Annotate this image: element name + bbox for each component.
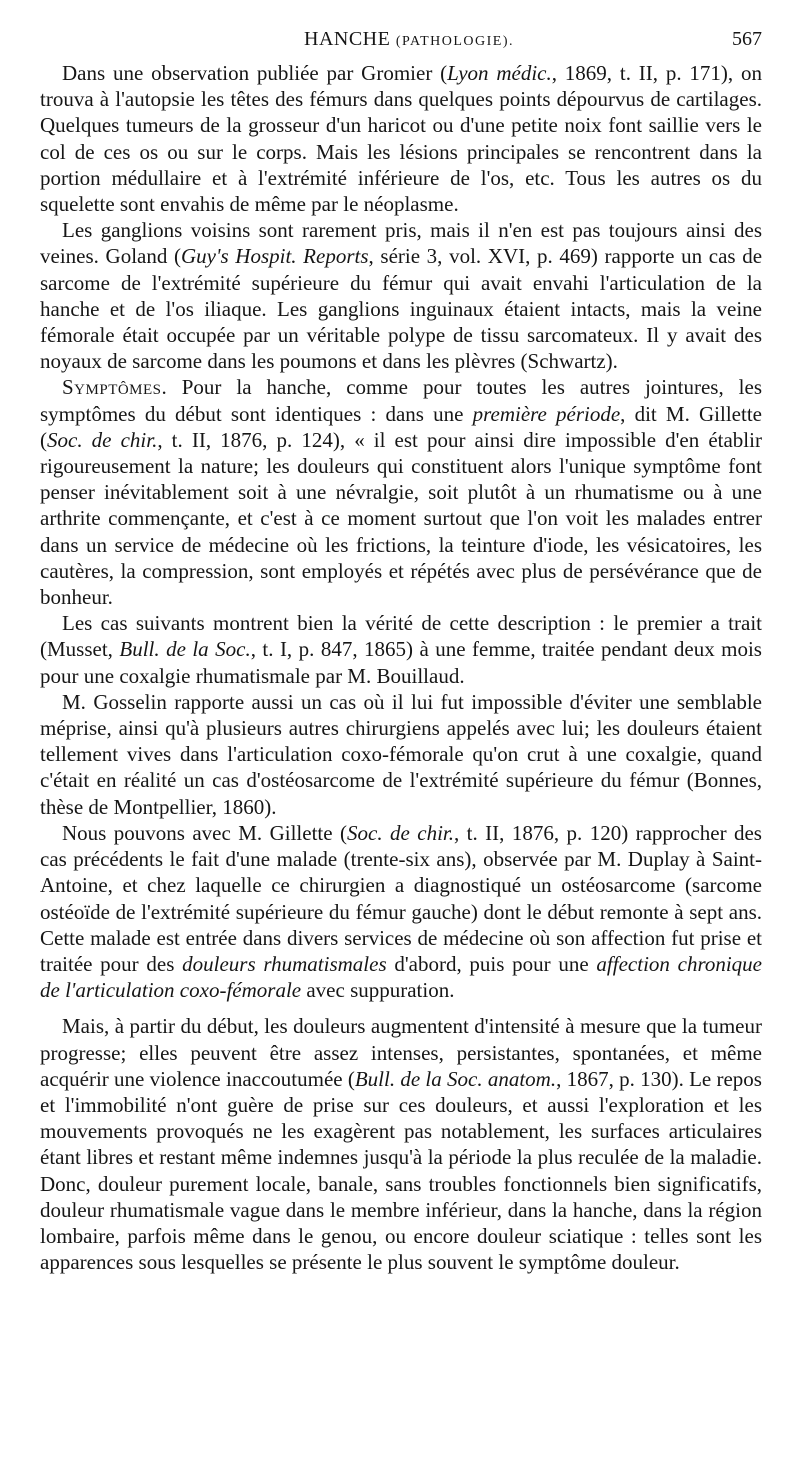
citation-journal: Lyon médic. xyxy=(447,61,552,85)
text-run: avec suppuration. xyxy=(301,978,455,1003)
paragraph-3 xyxy=(40,374,762,610)
text-run: Les ganglions voisins sont rarement pris, mais il n'en est pas toujours ainsi des veines. Goland ( xyxy=(40,218,762,269)
page-number: 567 xyxy=(732,28,762,50)
text-run: d'abord, puis pour une xyxy=(386,951,597,976)
paragraph-7 xyxy=(40,1013,762,1275)
text-run: Dans une observation publiée par Gromier ( xyxy=(62,61,448,85)
running-title-sub: (PATHOLOGIE). xyxy=(395,34,514,49)
paragraph-4 xyxy=(40,610,762,689)
emphasis: douleurs rhumatismales xyxy=(182,951,387,976)
citation-journal: Bull. de la Soc. anatom. xyxy=(354,1066,557,1091)
emphasis: affection chronique de l'articulation coxo-fémorale xyxy=(40,951,762,1003)
text-run: , t. II, 1876, p. 124), « il est pour ainsi dire impossible d'en établir rigoureusement la nature; les douleurs qui constituent alors l'unique symptôme font penser inévitablement soit à une névralgie, soit plutôt à un rhumatisme ou à une arthrite commençante, et c'est à ce moment surtout que l'on voit les malades entrer dans un service de médecine où les frictions, la teinture d'iode, les vésicatoires, les cautères, la compression, sont employés et répétés avec plus de persévérance que de bonheur. xyxy=(40,427,762,610)
citation-journal: Soc. de chir. xyxy=(347,820,454,845)
text-run: M. Gosselin rapporte aussi un cas où il lui fut impossible d'éviter une semblable méprise, ainsi qu'à plusieurs autres chirurgiens appelés avec lui; les douleurs étaient tellement vives dans l'articulation coxo-fémorale qu'on crut à une coxalgie, quand c'était en réalité un cas d'ostéosarcome de l'extrémité supérieure du fémur (Bonnes, thèse de Montpellier, 1860). xyxy=(40,689,762,819)
citation-journal: Bull. de la Soc. xyxy=(119,637,251,662)
paragraph-5 xyxy=(40,689,762,820)
text-run: , t. I, p. 847, 1865) à une femme, traitée pendant deux mois pour une coxalgie rhumatismale par M. Bouillaud. xyxy=(40,637,762,688)
text-run: Mais, à partir du début, les douleurs augmentent d'intensité à mesure que la tumeur progresse; elles peuvent être assez intenses, persistantes, spontanées, et même acquérir une violence inaccoutumée ( xyxy=(40,1014,762,1091)
body-text xyxy=(40,60,762,1275)
emphasis: première période xyxy=(472,401,621,426)
text-run: , 1869, t. II, p. 171), on trouva à l'autopsie les têtes des fémurs dans quelques points dépourvus de cartilages. Quelques tumeurs de la grosseur d'un haricot ou d'une petite noix font saillie vers le col de ces os ou sur le corps. Mais les lésions principales se rencontrent dans la portion médullaire et à l'extrémité inférieure de l'os, etc. Tous les autres os du squelette sont envahis de même par le néoplasme. xyxy=(40,61,762,217)
running-title xyxy=(46,28,732,51)
citation-journal: Guy's Hospit. Reports xyxy=(181,244,369,269)
section-label: Symptômes xyxy=(62,375,162,400)
text-run: , t. II, 1876, p. 120) rapprocher des cas précédents le fait d'une malade (trente-six ans), observée par M. Duplay à Saint-Antoine, et chez laquelle ce chirurgien a diagnostiqué un ostéosarcome (sarcome ostéoïde de l'extrémité supérieure du fémur gauche) dont le début remonte à sept ans. Cette malade est entrée dans divers services de médecine où son affection fut prise et traitée pour des xyxy=(40,820,762,976)
citation-journal: Soc. de chir. xyxy=(47,427,158,452)
paragraph-1 xyxy=(40,60,762,217)
text-run: , dit M. Gillette ( xyxy=(40,401,762,452)
book-page xyxy=(40,28,762,1275)
paragraph-2 xyxy=(40,217,762,374)
text-run: , 1867, p. 130). Le repos et l'immobilité n'ont guère de prise sur ces douleurs, et aussi l'exploration et les mouvements provoqués ne les exagèrent pas notablement, les surfaces articulaires étant libres et restant même indemnes jusqu'à la période la plus reculée de la maladie. Donc, douleur purement locale, banale, sans troubles fonctionnels bien significatifs, douleur rhumatismale vague dans le membre inférieur, dans la hanche, dans la région lombaire, parfois même dans le genou, ou encore douleur sciatique : telles sont les apparences sous lesquelles se présente le plus souvent le symptôme douleur. xyxy=(40,1066,762,1275)
running-title-main: HANCHE xyxy=(304,28,391,50)
text-run: . Pour la hanche, comme pour toutes les autres jointures, les symptômes du début sont identiques : dans une xyxy=(40,375,762,426)
text-run: , série 3, vol. XVI, p. 469) rapporte un cas de sarcome de l'extrémité supérieure du fémur qui avait envahi l'articulation de la hanche et de l'os iliaque. Les ganglions inguinaux étaient intacts, mais la veine fémorale était occupée par un véritable polype de tissu sarcomateux. Il y avait des noyaux de sarcome dans les poumons et dans les plèvres (Schwartz). xyxy=(40,244,763,374)
text-run: Nous pouvons avec M. Gillette ( xyxy=(62,820,347,845)
running-header xyxy=(46,28,762,60)
paragraph-6 xyxy=(40,820,762,1003)
text-run: Les cas suivants montrent bien la vérité de cette description : le premier a trait (Musset, xyxy=(40,611,762,662)
